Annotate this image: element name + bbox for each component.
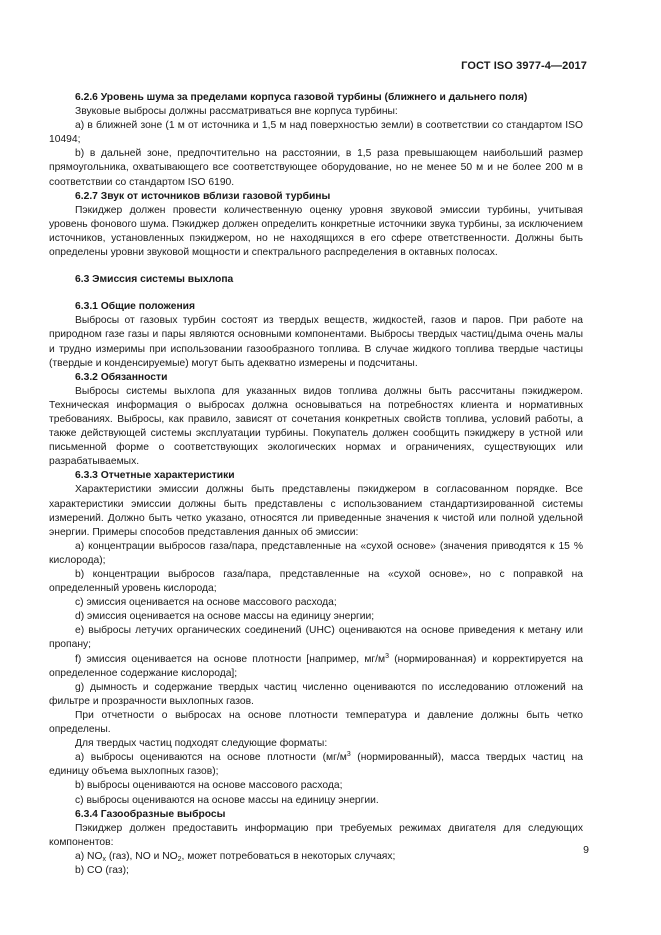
list-item: a) концентрации выбросов газа/пара, представленные на «сухой основе» (значения приводятся к 15 % кислорода);: [49, 540, 583, 566]
list-item: c) выбросы оцениваются на основе массы на единицу энергии.: [75, 794, 379, 806]
section-6-3-2-title: 6.3.2 Обязанности: [75, 371, 168, 383]
paragraph: Звуковые выбросы должны рассматриваться вне корпуса турбины:: [75, 106, 398, 118]
list-item: d) эмиссия оценивается на основе массы на единицу энергии;: [75, 611, 375, 623]
paragraph: При отчетности о выбросах на основе плотности температура и давление должны быть четко определены.: [49, 709, 583, 736]
section-6-3-3-title: 6.3.3 Отчетные характеристики: [75, 470, 235, 482]
paragraph: Пэкиджер должен предоставить информацию при требуемых режимах двигателя для следующих компонентов:: [49, 822, 583, 848]
paragraph: Для твердых частиц подходят следующие форматы:: [75, 738, 328, 750]
list-item: a) выбросы оцениваются на основе плотности ($мг/м^3$ (нормированный), масса твердых частиц на единицу объема выхлопных газов);: [49, 751, 583, 778]
document-code: ГОСТ ISO 3977-4—2017: [461, 60, 587, 72]
list-item: a) в ближней зоне (1 м от источника и 1,5 м над поверхностью земли) в соответствии со стандартом ISO 10494;: [49, 120, 583, 146]
list-item: b) выбросы оцениваются на основе массового расхода;: [75, 780, 343, 792]
section-6-3-title: 6.3 Эмиссия системы выхлопа: [75, 274, 234, 286]
paragraph: Выбросы системы выхлопа для указанных видов топлива должны быть рассчитаны пэкиджером. Техническая информация о выбросах должна основываться на потребностях клиента и нормативных требованиях. Выбросы, как правило, зависят от сочетания конкретных свойств топлива, условий работы, а также действующей системы эксплуатации турбины. Покупатель должен сообщить пэкиджеру в устной или письменной форме о соответствующих экологических нормах и ограничениях, существующих или разрабатываемых.: [49, 385, 583, 468]
section-6-3-4-title: 6.3.4 Газообразные выбросы: [75, 808, 226, 820]
list-item: e) выбросы летучих органических соединений (UHC) оцениваются на основе приведения к метану или пропану;: [49, 625, 583, 651]
page-number: 9: [583, 844, 589, 856]
list-item: c) эмиссия оценивается на основе массового расхода;: [75, 597, 337, 609]
list-item: b) CO (газ);: [75, 864, 129, 876]
list-item: g) дымность и содержание твердых частиц численно оцениваются по исследованию отложений на фильтре и прозрачности выхлопных газов.: [49, 681, 583, 707]
list-item: a) $NO_x$ (газ), NO и $NO_2$, может потребоваться в некоторых случаях;: [75, 850, 396, 863]
page-body: [49, 91, 583, 878]
section-6-3-1-title: 6.3.1 Общие положения: [75, 301, 195, 313]
section-6-2-6-title: 6.2.6 Уровень шума за пределами корпуса газовой турбины (ближнего и дальнего поля): [75, 92, 528, 103]
list-item: b) в дальней зоне, предпочтительно на расстоянии, в 1,5 раза превышающем наибольший размер прямоугольника, охватывающего все соответствующее оборудование, но не менее 50 м и не более 200 м в соответствии со стандартом ISO 6190.: [49, 148, 583, 188]
paragraph: Характеристики эмиссии должны быть представлены пэкиджером в согласованном порядке. Все характеристики эмиссии должны быть представлены с использованием стандартизированной системы измерений. Должно быть четко указано, относятся ли приведенные значения к чистой или полной удельной энергии. Примеры способов представления данных об эмиссии:: [49, 484, 583, 538]
section-6-2-7-title: 6.2.7 Звук от источников вблизи газовой турбины: [75, 190, 331, 202]
paragraph: Выбросы от газовых турбин состоят из твердых веществ, жидкостей, газов и паров. При работе на природном газе газы и пары являются основными компонентами. Выбросы твердых частиц/дыма очень малы и трудно измеримы при использовании газообразного топлива. В случае жидкого топлива твердые частицы (твердые и конденсируемые) могут быть адекватно измерены и подсчитаны.: [49, 315, 583, 369]
list-item: b) концентрации выбросов газа/пара, представленные на «сухой основе», но с поправкой на определенный уровень кислорода;: [49, 569, 583, 595]
list-item: f) эмиссия оценивается на основе плотности [например, $мг/м^3$ (нормированная) и корректируется на определенное содержание кислорода];: [49, 652, 583, 679]
paragraph: Пэкиджер должен провести количественную оценку уровня звуковой эмиссии турбины, учитывая уровень фонового шума. Пэкиджер должен определить конкретные источники звука турбины, за исключением источников, установленных пэкиджером, но не находящихся в его сфере ответственности. Должны быть определены уровни звуковой мощности и спектрального распределения в октавных полосах.: [49, 204, 583, 259]
